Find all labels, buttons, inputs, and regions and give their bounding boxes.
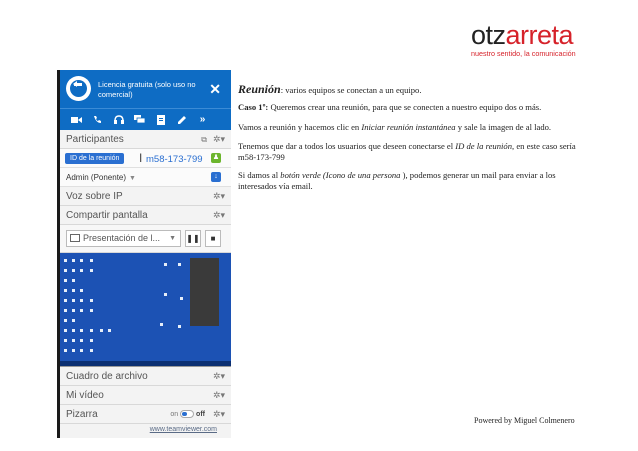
license-title: Licencia gratuita (solo uso no comercial): [98, 80, 196, 99]
desktop-icon: [72, 269, 75, 272]
pause-button[interactable]: ❚❚: [185, 230, 201, 247]
admin-row: [60, 168, 231, 187]
desktop-icon: [72, 319, 75, 322]
desktop-icon: [80, 289, 83, 292]
desktop-icon: [108, 329, 111, 332]
desktop-icon: [72, 339, 75, 342]
chevron-down-icon[interactable]: ▼: [129, 175, 136, 182]
desktop-icon: [64, 269, 67, 272]
desktop-icon: [80, 349, 83, 352]
invite-person-icon[interactable]: ♟: [212, 154, 220, 161]
whiteboard-pen-icon[interactable]: [171, 112, 192, 128]
teamviewer-footer: [60, 424, 231, 438]
desktop-icon: [64, 339, 67, 342]
desktop-icon: [178, 263, 181, 266]
text-cursor-icon: I: [139, 151, 143, 165]
case-paragraph: Caso 1º: Queremos crear una reunión, para que se conecten a nuestro equipo dos o más.: [238, 102, 542, 112]
stop-button[interactable]: ■: [205, 230, 221, 247]
meeting-id-row: [60, 149, 231, 168]
desktop-icon: [72, 289, 75, 292]
section-pizarra[interactable]: Pizarra on off ✲▾: [60, 405, 231, 424]
meeting-id-label: ID de la reunión: [65, 153, 124, 164]
popout-icon[interactable]: ⧉: [201, 135, 207, 144]
gear-icon[interactable]: ✲▾: [212, 210, 225, 220]
desktop-icon: [164, 263, 167, 266]
desktop-icon: [80, 309, 83, 312]
logo-tagline: nuestro sentido, la comunicación: [471, 49, 576, 58]
desktop-icon: [90, 329, 93, 332]
powered-by: Powered by Miguel Colmenero: [474, 416, 575, 425]
desktop-icon: [90, 269, 93, 272]
chevron-down-icon: ▼: [169, 235, 176, 242]
otzarreta-logo: [471, 22, 591, 58]
more-icon[interactable]: »: [199, 114, 206, 125]
desktop-icon: [180, 297, 183, 300]
desktop-icon: [80, 269, 83, 272]
desktop-icon: [100, 329, 103, 332]
preview-window: [190, 258, 219, 326]
chat-icon[interactable]: [129, 112, 150, 128]
desktop-icon: [64, 289, 67, 292]
admin-label: Admin (Ponente): [66, 173, 127, 182]
teamviewer-panel: [57, 70, 231, 438]
desktop-icon: [64, 309, 67, 312]
article-heading: Reunión: varios equipos se conectan a un equipo.: [238, 82, 422, 96]
section-voz[interactable]: Voz sobre IP ✲▾: [60, 187, 231, 206]
download-icon[interactable]: ↓: [211, 172, 221, 182]
pizarra-toggle[interactable]: on off: [170, 411, 205, 418]
section-video[interactable]: Mi vídeo ✲▾: [60, 386, 231, 405]
desktop-icon: [178, 325, 181, 328]
desktop-icon: [64, 299, 67, 302]
preview-taskbar: [60, 361, 231, 366]
gear-icon[interactable]: ✲▾: [212, 409, 225, 419]
share-select[interactable]: Presentación de l... ▼: [66, 230, 181, 247]
headset-icon[interactable]: [108, 112, 129, 128]
desktop-icon: [64, 349, 67, 352]
phone-icon[interactable]: [87, 112, 108, 128]
desktop-icon: [64, 329, 67, 332]
screen-preview: [60, 253, 231, 367]
desktop-icon: [80, 339, 83, 342]
gear-icon[interactable]: ✲▾: [212, 390, 225, 400]
close-icon[interactable]: ✕: [209, 81, 221, 97]
desktop-icon: [72, 279, 75, 282]
gear-icon[interactable]: ✲▾: [212, 371, 225, 381]
share-controls: [60, 225, 231, 253]
logo-wordmark: otzarreta: [471, 20, 574, 50]
desktop-icon: [64, 259, 67, 262]
teamviewer-header: [60, 70, 231, 108]
email-paragraph: Si damos al botón verde (Icono de una persona ), podemos generar un mail para enviar a los interesados vía email.: [238, 170, 556, 191]
desktop-icon: [90, 259, 93, 262]
desktop-icon: [90, 339, 93, 342]
section-participantes[interactable]: Participantes ⧉ ✲▾: [60, 130, 231, 149]
desktop-icon: [72, 329, 75, 332]
section-cuadro[interactable]: Cuadro de archivo ✲▾: [60, 367, 231, 386]
teamviewer-toolbar: [60, 108, 231, 130]
desktop-icon: [90, 299, 93, 302]
meeting-id-value[interactable]: m58-173-799: [146, 154, 203, 165]
gear-icon[interactable]: ✲▾: [212, 134, 225, 144]
desktop-icon: [64, 279, 67, 282]
desktop-icon: [80, 299, 83, 302]
desktop-icon: [72, 309, 75, 312]
desktop-icon: [72, 259, 75, 262]
desktop-icon: [80, 259, 83, 262]
desktop-icon: [64, 319, 67, 322]
desktop-icon: [90, 349, 93, 352]
gear-icon[interactable]: ✲▾: [212, 191, 225, 201]
monitor-icon: [70, 234, 80, 242]
instruction-paragraph: Vamos a reunión y hacemos clic en Iniciar reunión instantánea y sale la imagen de al lado.: [238, 122, 552, 132]
desktop-icon: [160, 323, 163, 326]
teamviewer-logo-icon: [66, 76, 91, 101]
desktop-icon: [72, 349, 75, 352]
desktop-icon: [90, 309, 93, 312]
teamviewer-link[interactable]: www.teamviewer.com: [149, 426, 217, 433]
video-camera-icon[interactable]: [66, 112, 87, 128]
section-compartir[interactable]: Compartir pantalla ✲▾: [60, 206, 231, 225]
meeting-id-paragraph: Tenemos que dar a todos los usuarios que deseen conectarse el ID de la reunión, en este caso sería m58-173-799: [238, 141, 576, 162]
file-icon[interactable]: [150, 112, 171, 128]
desktop-icon: [164, 293, 167, 296]
desktop-icon: [72, 299, 75, 302]
desktop-icon: [80, 329, 83, 332]
